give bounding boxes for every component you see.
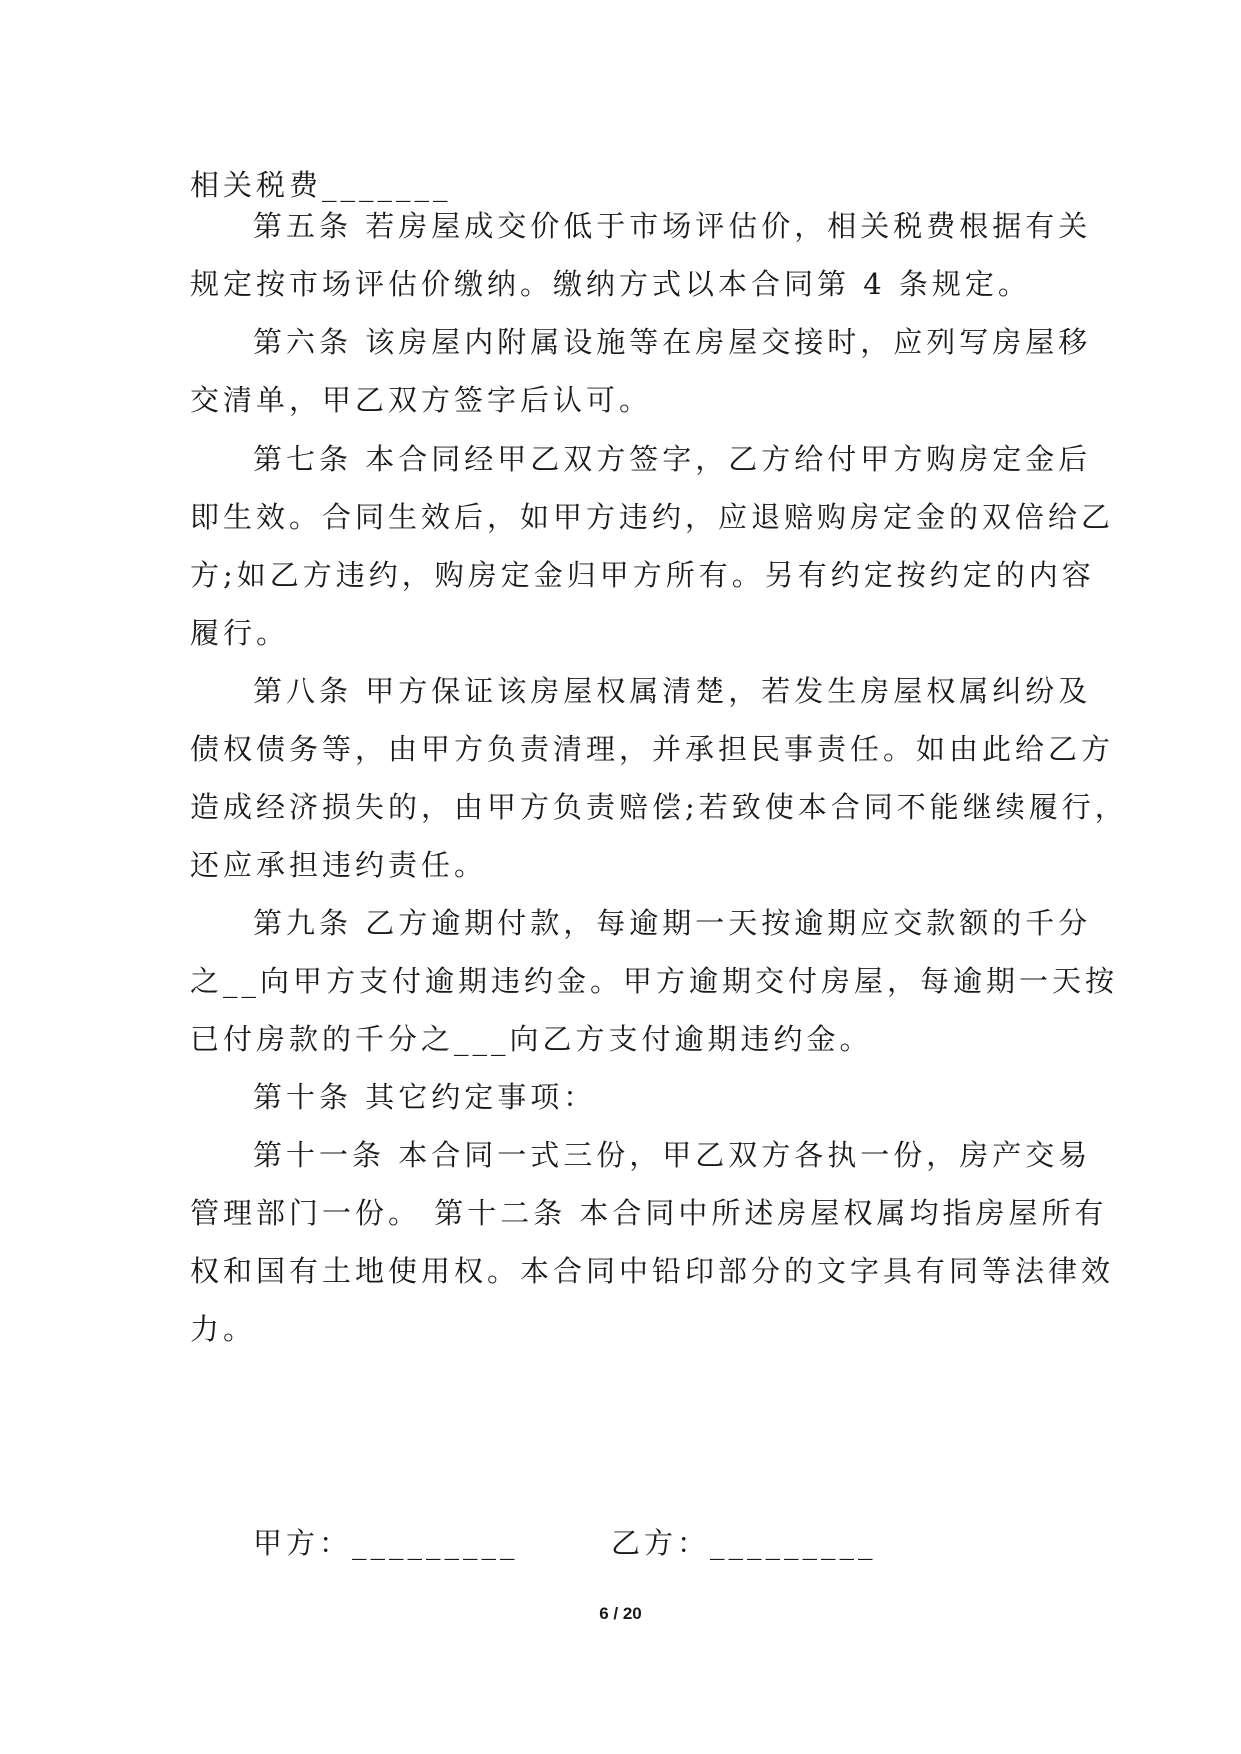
clause-7-line: 第七条 本合同经甲乙双方签字，乙方给付甲方购房定金后 bbox=[253, 442, 1092, 476]
clause-7-line: 方;如乙方违约，购房定金归甲方所有。另有约定按约定的内容 bbox=[190, 558, 1095, 592]
party-a-signature: 甲方：_________ bbox=[253, 1526, 519, 1560]
party-b-signature: 乙方：_________ bbox=[611, 1526, 877, 1560]
page-number: 6 / 20 bbox=[599, 1604, 642, 1623]
clause-9-line: 第九条 乙方逾期付款，每逾期一天按逾期应交款额的千分 bbox=[253, 906, 1092, 940]
clause-12-line: 权和国有土地使用权。本合同中铅印部分的文字具有同等法律效 bbox=[190, 1254, 1115, 1288]
clause-6-line: 交清单，甲乙双方签字后认可。 bbox=[190, 383, 653, 417]
clause-10-line: 第十条 其它约定事项： bbox=[253, 1080, 597, 1114]
clause-7-line: 履行。 bbox=[190, 616, 290, 650]
text-line: 相关税费_______ bbox=[190, 168, 452, 202]
clause-11-line: 管理部门一份。 第十二条 本合同中所述房屋权属均指房屋所有 bbox=[190, 1196, 1108, 1230]
clause-9-line: 之__向甲方支付逾期违约金。甲方逾期交付房屋，每逾期一天按 bbox=[190, 964, 1119, 998]
clause-8-line: 第八条 甲方保证该房屋权属清楚，若发生房屋权属纠纷及 bbox=[253, 674, 1092, 708]
clause-8-line: 造成经济损失的，由甲方负责赔偿;若致使本合同不能继续履行， bbox=[190, 790, 1128, 824]
clause-11-line: 第十一条 本合同一式三份，甲乙双方各执一份，房产交易 bbox=[253, 1138, 1092, 1172]
clause-8-line: 债权债务等，由甲方负责清理，并承担民事责任。如由此给乙方 bbox=[190, 732, 1115, 766]
clause-8-line: 还应承担违约责任。 bbox=[190, 848, 488, 882]
clause-6-line: 第六条 该房屋内附属设施等在房屋交接时，应列写房屋移 bbox=[253, 325, 1092, 359]
clause-5-line: 第五条 若房屋成交价低于市场评估价，相关税费根据有关 bbox=[253, 209, 1092, 243]
clause-12-line: 力。 bbox=[190, 1312, 257, 1346]
clause-5-line: 规定按市场评估价缴纳。缴纳方式以本合同第 4 条规定。 bbox=[190, 267, 1031, 301]
clause-9-line: 已付房款的千分之___向乙方支付逾期违约金。 bbox=[190, 1022, 873, 1056]
clause-7-line: 即生效。合同生效后，如甲方违约，应退赔购房定金的双倍给乙 bbox=[190, 500, 1115, 534]
